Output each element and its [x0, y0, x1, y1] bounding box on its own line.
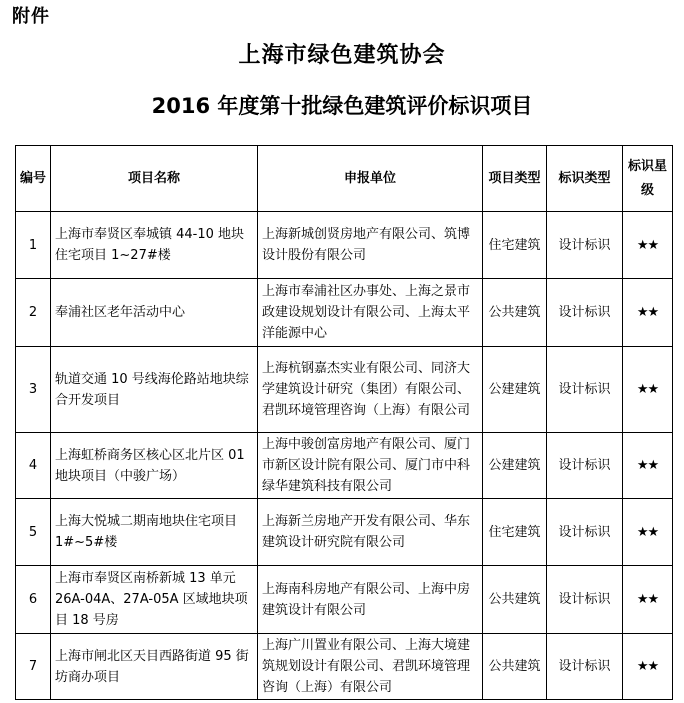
- header-star: 标识星级: [623, 146, 673, 212]
- page-title: 上海市绿色建筑协会: [238, 43, 446, 68]
- cell-no: 6: [16, 566, 51, 634]
- cell-type: 公共建筑: [483, 566, 547, 634]
- cell-no: 7: [16, 634, 51, 700]
- table-row: [16, 433, 673, 499]
- cell-unit: 上海南科房地产有限公司、上海中房建筑设计有限公司: [258, 566, 483, 634]
- cell-star: ★★: [623, 499, 673, 566]
- cell-mark: 设计标识: [547, 212, 623, 279]
- cell-no: 1: [16, 212, 51, 279]
- cell-name: 上海市闸北区天目西路街道 95 街坊商办项目: [51, 634, 258, 700]
- project-table: [15, 145, 673, 700]
- table-row: [16, 566, 673, 634]
- page-subtitle: 2016 年度第十批绿色建筑评价标识项目: [151, 94, 533, 118]
- table-row: [16, 499, 673, 566]
- cell-mark: 设计标识: [547, 279, 623, 347]
- cell-name: 轨道交通 10 号线海伦路站地块综合开发项目: [51, 347, 258, 433]
- cell-unit: 上海新兰房地产开发有限公司、华东建筑设计研究院有限公司: [258, 499, 483, 566]
- cell-no: 5: [16, 499, 51, 566]
- table-header-row: [16, 146, 673, 212]
- cell-type: 住宅建筑: [483, 499, 547, 566]
- header-name: 项目名称: [51, 146, 258, 212]
- cell-star: ★★: [623, 566, 673, 634]
- cell-no: 4: [16, 433, 51, 499]
- cell-star: ★★: [623, 279, 673, 347]
- cell-mark: 设计标识: [547, 634, 623, 700]
- header-mark: 标识类型: [547, 146, 623, 212]
- cell-name: 上海市奉贤区奉城镇 44-10 地块住宅项目 1~27#楼: [51, 212, 258, 279]
- cell-star: ★★: [623, 433, 673, 499]
- table-row: [16, 279, 673, 347]
- header-no: 编号: [16, 146, 51, 212]
- cell-no: 3: [16, 347, 51, 433]
- cell-type: 公共建筑: [483, 279, 547, 347]
- cell-type: 公建建筑: [483, 433, 547, 499]
- header-type: 项目类型: [483, 146, 547, 212]
- cell-type: 公共建筑: [483, 634, 547, 700]
- cell-star: ★★: [623, 212, 673, 279]
- cell-no: 2: [16, 279, 51, 347]
- cell-unit: 上海杭钢嘉杰实业有限公司、同济大学建筑设计研究（集团）有限公司、君凯环境管理咨询（上海）有限公司: [258, 347, 483, 433]
- cell-mark: 设计标识: [547, 347, 623, 433]
- cell-mark: 设计标识: [547, 499, 623, 566]
- cell-unit: 上海市奉浦社区办事处、上海之景市政建设规划设计有限公司、上海太平洋能源中心: [258, 279, 483, 347]
- table-row: [16, 212, 673, 279]
- cell-star: ★★: [623, 634, 673, 700]
- cell-type: 公建建筑: [483, 347, 547, 433]
- cell-unit: 上海广川置业有限公司、上海大境建筑规划设计有限公司、君凯环境管理咨询（上海）有限公司: [258, 634, 483, 700]
- cell-star: ★★: [623, 347, 673, 433]
- cell-unit: 上海新城创贤房地产有限公司、筑博设计股份有限公司: [258, 212, 483, 279]
- cell-name: 上海大悦城二期南地块住宅项目 1#~5#楼: [51, 499, 258, 566]
- cell-name: 上海虹桥商务区核心区北片区 01 地块项目（中骏广场）: [51, 433, 258, 499]
- cell-mark: 设计标识: [547, 566, 623, 634]
- table-row: [16, 347, 673, 433]
- cell-mark: 设计标识: [547, 433, 623, 499]
- cell-unit: 上海中骏创富房地产有限公司、厦门市新区设计院有限公司、厦门市中科绿华建筑科技有限公司: [258, 433, 483, 499]
- cell-type: 住宅建筑: [483, 212, 547, 279]
- cell-name: 奉浦社区老年活动中心: [51, 279, 258, 347]
- header-unit: 申报单位: [258, 146, 483, 212]
- table-row: [16, 634, 673, 700]
- attachment-label: 附件: [12, 6, 50, 27]
- cell-name: 上海市奉贤区南桥新城 13 单元 26A-04A、27A-05A 区域地块项目 18 号房: [51, 566, 258, 634]
